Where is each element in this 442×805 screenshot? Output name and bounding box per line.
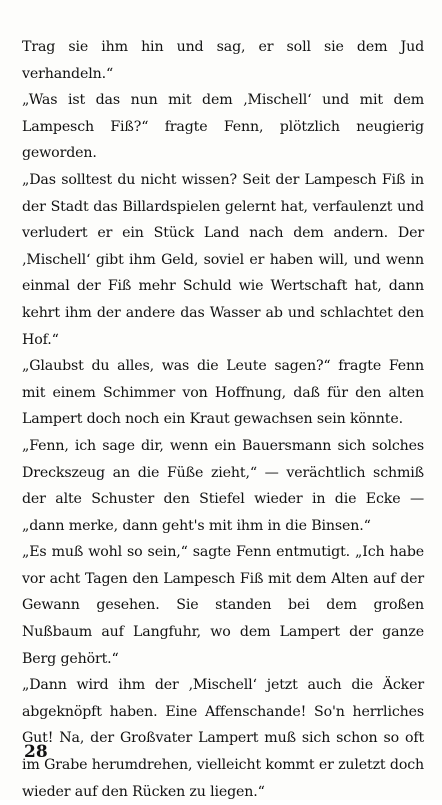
paragraph-4: „Glaubst du alles, was die Leute sagen?“ fragte Fenn mit einem Schimmer von Hoffnung, daß für den alten Lampert doch noch ein Kraut gewachsen sein könnte. bbox=[22, 358, 424, 428]
paragraph-1: Trag sie ihm hin und sag, er soll sie dem Jud verhandeln.“ bbox=[22, 39, 424, 82]
page-number: 28 bbox=[24, 742, 48, 762]
paragraph-7: „Dann wird ihm der ‚Mischell‘ jetzt auch die Äcker abgeknöpft haben. Eine Affenschande! So'n herrliches Gut! Na, der Großvater Lampert muß sich schon so oft im Grabe herumdrehen, vielleicht kommt er zuletzt doch wieder auf den Rücken zu liegen.“ bbox=[22, 677, 424, 800]
paragraph-3: „Das solltest du nicht wissen? Seit der Lampesch Fiß in der Stadt das Billardspielen gelernt hat, verfaulenzt und verludert er ein Stück Land nach dem andern. Der ‚Mischell‘ gibt ihm Geld, soviel er haben will, und wenn einmal der Fiß mehr Schuld wie Wertschaft hat, dann kehrt ihm der andere das Wasser ab und schlachtet den Hof.“ bbox=[22, 171, 424, 348]
paragraph-2: „Was ist das nun mit dem ‚Mischell‘ und mit dem Lampesch Fiß?“ fragte Fenn, plötzlich neugierig geworden. bbox=[22, 92, 424, 162]
paragraph-5: „Fenn, ich sage dir, wenn ein Bauersmann sich solches Dreckszeug an die Füße zieht,“ — verächtlich schmiß der alte Schuster den Stiefel wieder in die Ecke — „dann merke, dann geht's mit ihm in die Binsen.“ bbox=[22, 437, 424, 534]
body-text bbox=[22, 34, 424, 805]
paragraph-6: „Es muß wohl so sein,“ sagte Fenn entmutigt. „Ich habe vor acht Tagen den Lampesch Fiß mit dem Alten auf der Gewann gesehen. Sie standen bei dem großen Nußbaum auf Langfuhr, wo dem Lampert der ganze Berg gehört.“ bbox=[22, 544, 424, 667]
